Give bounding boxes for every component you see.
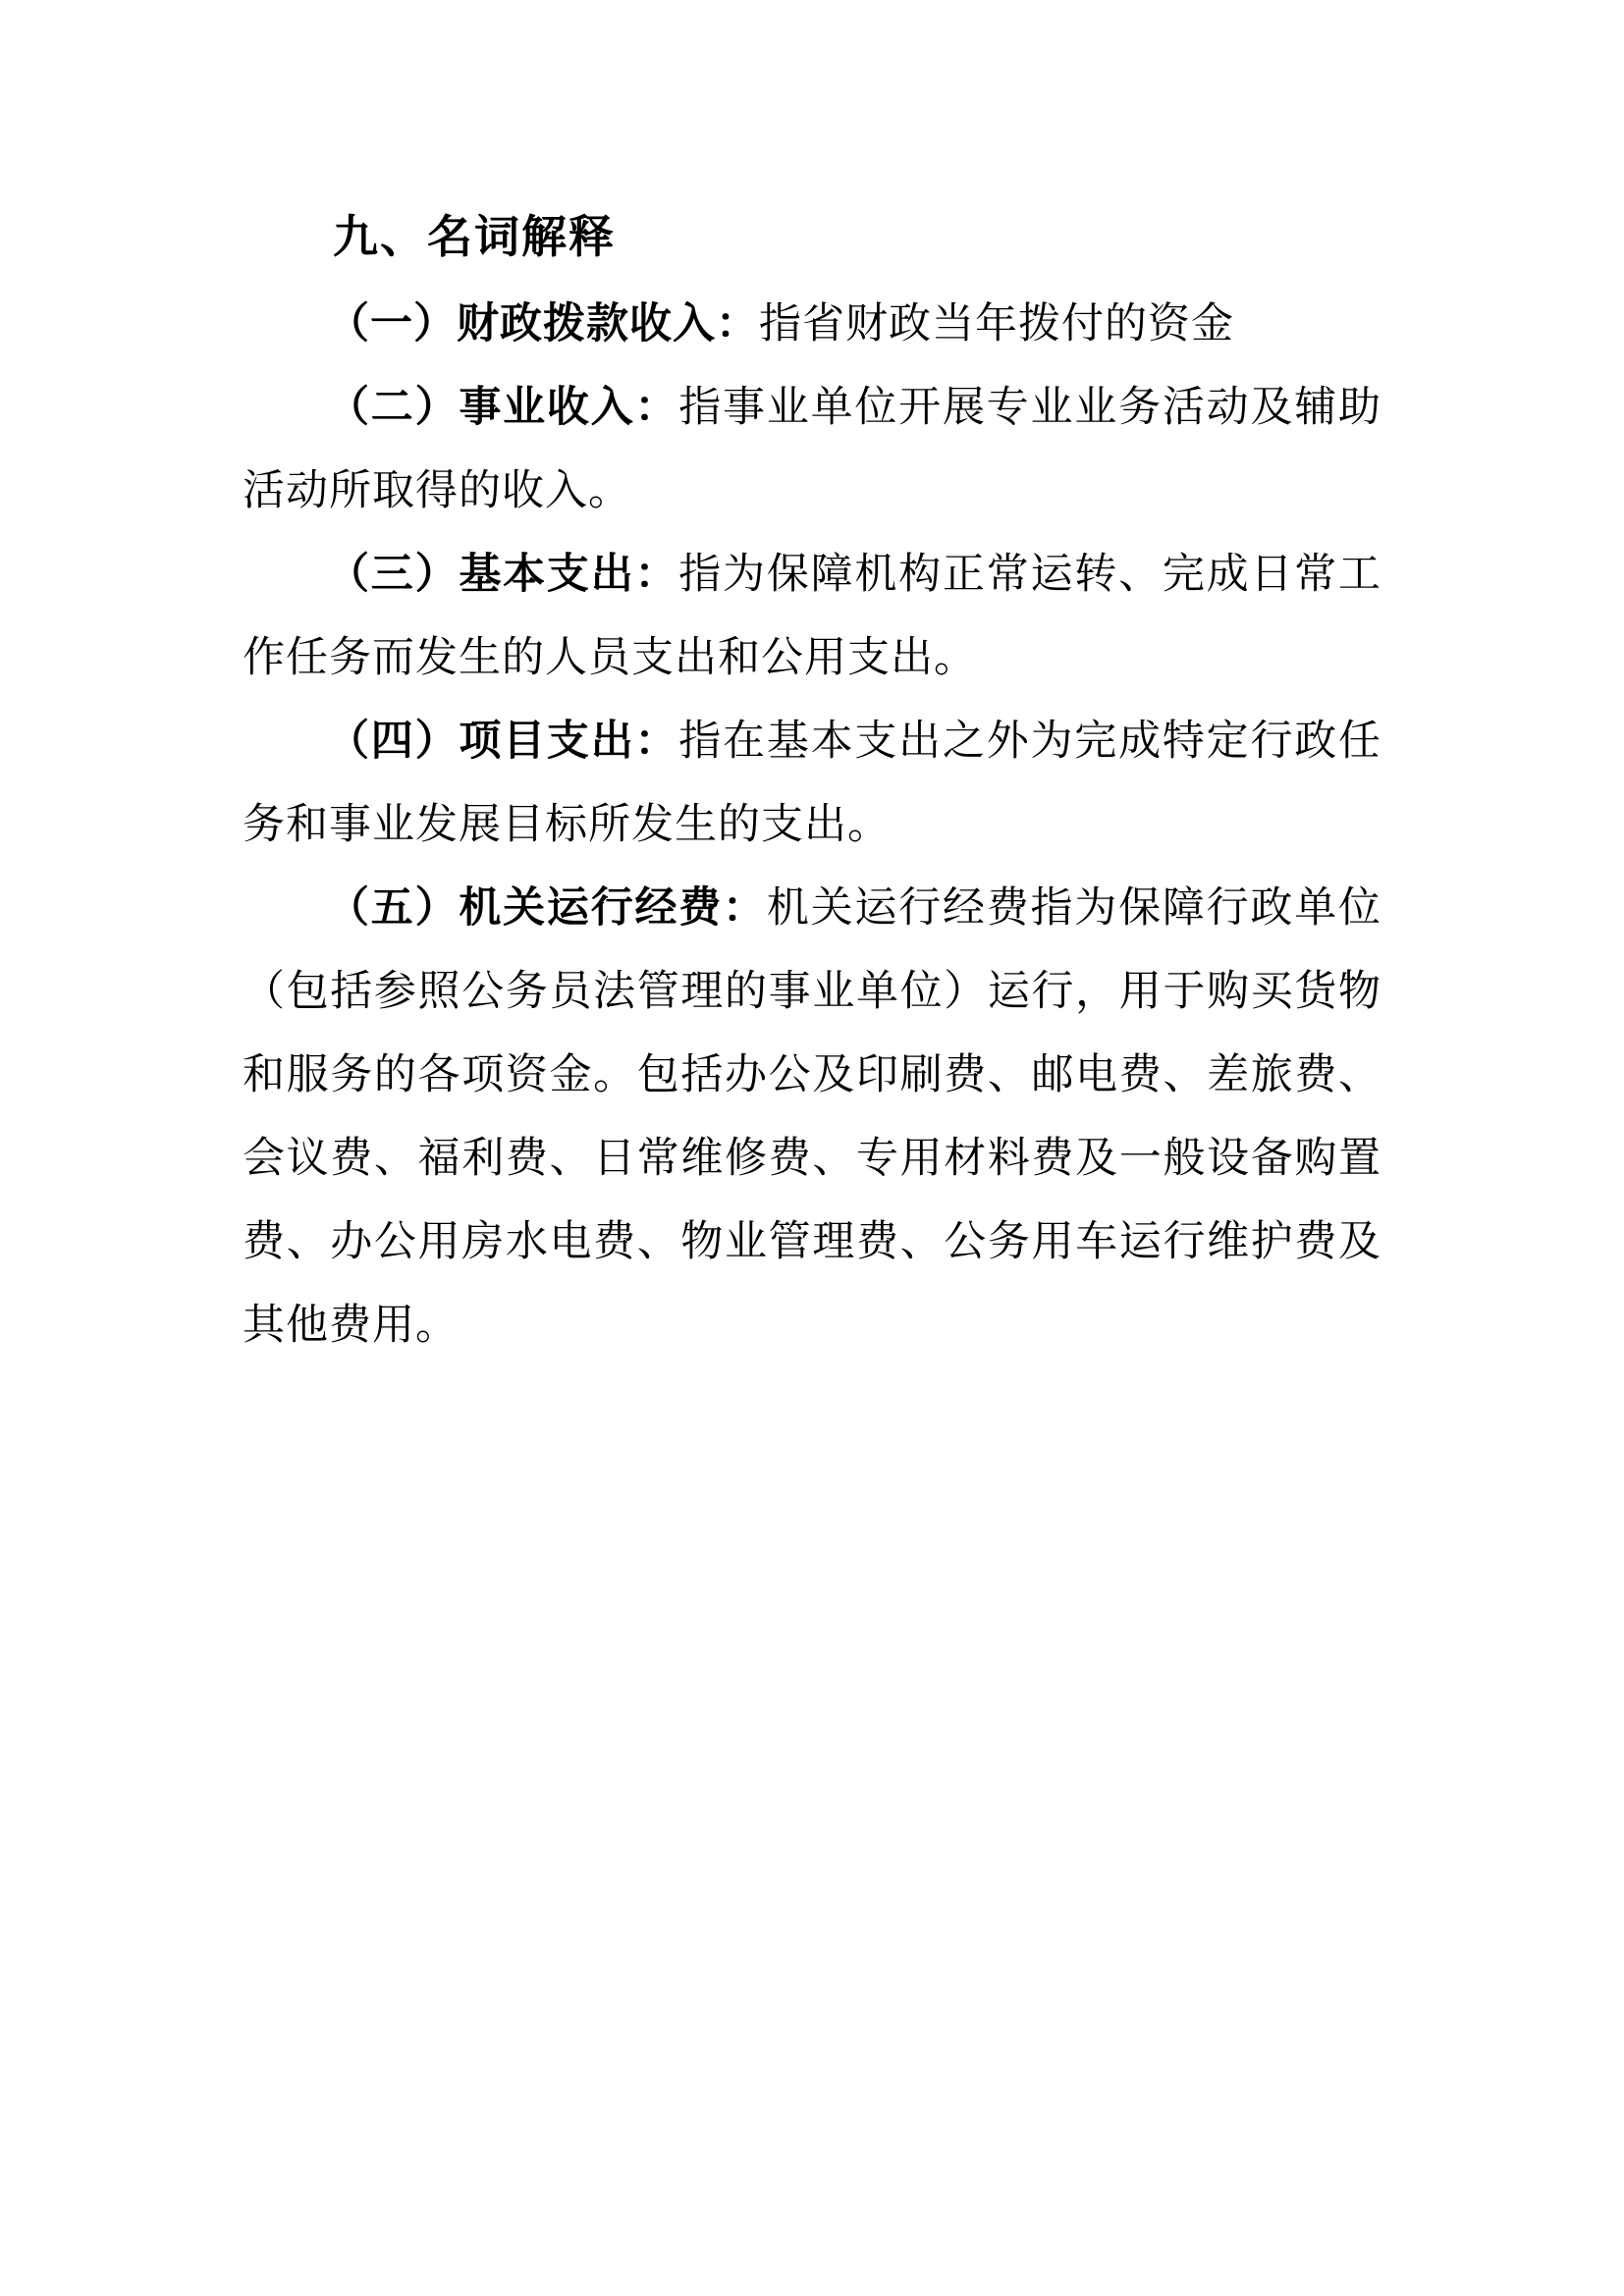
definition-text: 指事业单位开展专业业务活动及辅助活动所取得的收入。 bbox=[243, 385, 1382, 514]
definition-term: （三）基本支出： bbox=[327, 552, 679, 598]
page-content bbox=[243, 192, 1381, 1367]
section-heading: 九、名词解释 bbox=[333, 212, 616, 262]
definition-text: 指为保障机构正常运转、完成日常工作任务而发生的人员支出和公用支出。 bbox=[243, 552, 1382, 681]
definition-term: （五）机关运行经费： bbox=[327, 885, 767, 932]
definition-item bbox=[243, 867, 1381, 1367]
definition-term: （二）事业收入： bbox=[327, 385, 679, 431]
definition-item bbox=[243, 533, 1381, 700]
definition-item bbox=[243, 366, 1381, 533]
definition-term: （一）财政拨款收入： bbox=[327, 301, 759, 347]
definition-item bbox=[243, 700, 1381, 867]
definition-term: （四）项目支出： bbox=[327, 719, 679, 765]
definition-text: 指在基本支出之外为完成特定行政任务和事业发展目标所发生的支出。 bbox=[243, 719, 1382, 848]
definition-item bbox=[243, 283, 1381, 366]
definition-text: 机关运行经费指为保障行政单位（包括参照公务员法管理的事业单位）运行，用于购买货物和服务的各项资金。包括办公及印刷费、邮电费、差旅费、会议费、福利费、日常维修费、专用材料费及一般设备购置费、办公用房水电费、物业管理费、公务用车运行维护费及其他费用。 bbox=[243, 885, 1382, 1349]
definition-text: 指省财政当年拨付的资金 bbox=[759, 301, 1234, 347]
